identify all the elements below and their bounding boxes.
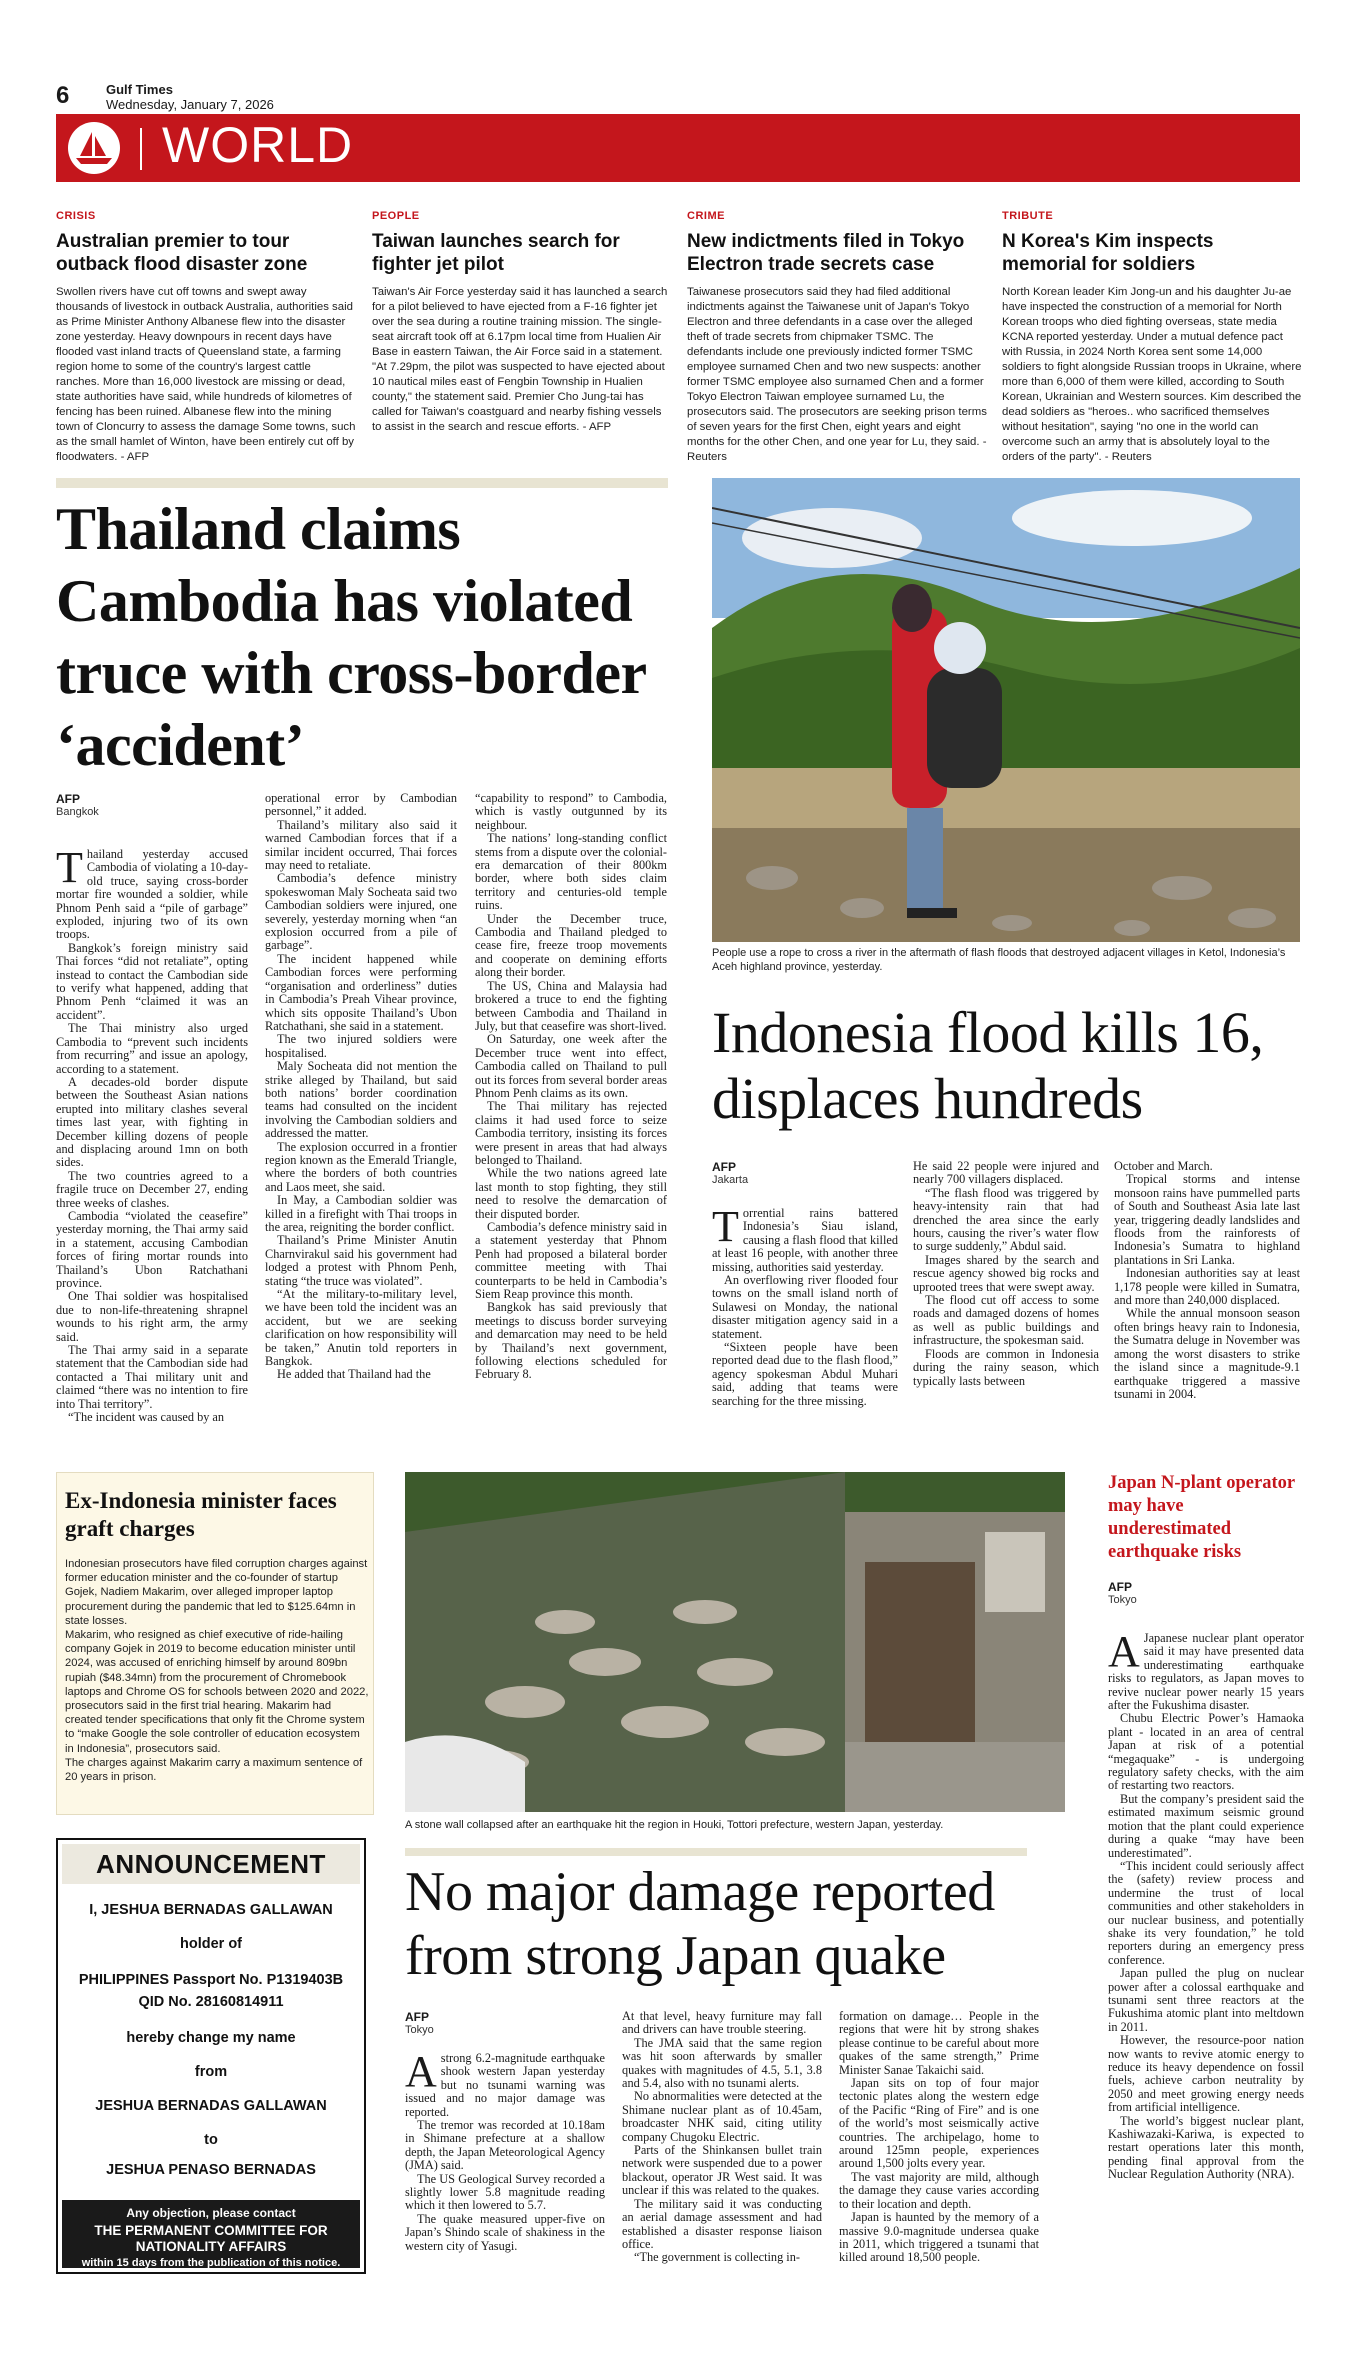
quake-column-2	[622, 2010, 822, 2265]
article-paragraph: Cambodia “violated the ceasefire” yesterday morning, the Thai army said in a statement, accusing Cambodian forces of firing mortar rounds into Thailand’s Ubon Ratchathani province.	[56, 1208, 248, 1290]
article-paragraph: The tremor was recorded at 10.18am in Shimane prefecture at a shallow depth, the Japan Meteorological Agency (JMA) said.	[405, 2118, 605, 2173]
announcement-line: I, JESHUA BERNADAS GALLAWAN	[89, 1902, 333, 1918]
flood-photo-caption: People use a rope to cross a river in the aftermath of flash floods that destroyed adjacent villages in Ketol, Indonesia’s Aceh highland province, yesterday.	[712, 947, 1286, 973]
article-paragraph: operational error by Cambodian personnel,” it added.	[265, 791, 457, 819]
brief-headline[interactable]: Taiwan launches search for fighter jet pilot	[372, 231, 620, 275]
brief-body: Swollen rivers have cut off towns and swept away thousands of livestock in outback Australia, authorities said as Prime Minister Anthony Albanese flew into the disaster zone yesterday. Heavy downpours in recent days have flooded vast inland tracts of Queensland state, a farming region home to some of the country's largest cattle ranches. More than 16,000 livestock are missing or dead, state authorities have said, while hundreds of kilometres of fencing has been ruined. Albanese flew into the mining town of Cloncurry to assess the damage Some towns, such as the small hamlet of Winton, have been entirely cut off by floodwaters. - AFP	[56, 286, 356, 463]
article-paragraph: Parts of the Shinkansen bullet train network were suspended due to a power blackout, operator JR West said. It was unclear if this was related to the quakes.	[622, 2143, 822, 2198]
article-paragraph: But the company’s president said the estimated maximum seismic ground motion that the plant could experience during a quake “may have been underestimated”.	[1108, 1791, 1304, 1860]
article-paragraph: The nations’ long-standing conflict stems from a dispute over the colonial-era demarcation of their 800km border, where both sides claim territory and centuries-old temple ruins.	[475, 831, 667, 913]
article-paragraph: The Thai ministry also urged Cambodia to “prevent such incidents from recurring” and issue an apology, according to a statement.	[56, 1021, 248, 1076]
quake-headline[interactable]: No major damage reported from strong Japan quake	[405, 1861, 995, 1987]
article-paragraph: One Thai soldier was hospitalised due to non-life-threatening shrapnel wounds to his right arm, the army said.	[56, 1289, 248, 1344]
byline-place: Bangkok	[56, 806, 99, 818]
graft-paragraph: Indonesian prosecutors have filed corruption charges against former education minister and the co-founder of startup Gojek, Nadiem Makarim, over alleged improper laptop procurement during the pandemic that led to $125.64mn in state losses.	[65, 1558, 368, 1627]
article-paragraph: Bangkok’s foreign ministry said Thai forces “did not retaliate”, opting instead to contact the Cambodian side to verify what happened, adding that Phnom Penh “claimed it was an accident”.	[56, 940, 248, 1022]
nuclear-headline[interactable]: Japan N-plant operator may have underestimated earthquake risks	[1108, 1473, 1295, 1562]
brief-kicker: PEOPLE	[372, 210, 420, 222]
article-paragraph: Thailand’s Prime Minister Anutin Charnvirakul said his government had lodged a protest with Phnom Penh, stating “the truce was violated”.	[265, 1233, 457, 1288]
article-paragraph: The JMA said that the same region was hit soon afterwards by smaller quakes with magnitudes of 4.5, 5.1, 3.8 and 5.4, also with no tsunami alerts.	[622, 2035, 822, 2091]
thailand-headline[interactable]: Thailand claims Cambodia has violated truce with cross-border ‘accident’	[56, 496, 646, 778]
page-number: 6	[56, 82, 70, 109]
article-paragraph: Japan sits on top of four major tectonic plates along the western edge of the Pacific “Ring of Fire” and is one of the world’s most seismically active countries. The archipelago, home to around 125mn people, experiences around 1,500 jolts every year.	[839, 2076, 1039, 2171]
article-paragraph: The quake measured upper-five on Japan’s Shindo scale of shakiness in the western city of Yasugi.	[405, 2211, 605, 2253]
paper-name: Gulf Times	[106, 82, 173, 97]
drop-cap: T	[56, 843, 83, 892]
article-paragraph: Japan is haunted by the memory of a massive 9.0-magnitude undersea quake in 2011, which triggered a tsunami that killed around 18,500 people.	[839, 2210, 1039, 2265]
article-paragraph: formation on damage… People in the regions that were hit by strong shakes please continue to be careful about more quakes of the same strength,” Prime Minister Sanae Takaichi said.	[839, 2009, 1039, 2077]
brief-kicker: CRISIS	[56, 210, 96, 222]
announcement-line: from	[194, 2064, 228, 2080]
article-paragraph: hailand yesterday accused Cambodia of violating a 10-day-old truce, saying cross-border mortar fire wounded a soldier, while Phnom Penh said a “pile of garbage” exploded, injuring two of its own troops.	[56, 847, 248, 942]
article-paragraph: strong 6.2-magnitude earthquake shook western Japan yesterday but no tsunami warning was issued and no major damage was reported.	[405, 2051, 605, 2119]
article-paragraph: Indonesian authorities say at least 1,178 people were killed in Sumatra, and more than 240,000 displaced.	[1114, 1266, 1300, 1308]
quake-column-3	[839, 2010, 1039, 2265]
byline-agency: AFP	[56, 792, 80, 806]
article-paragraph: “The government is collecting in-	[634, 2250, 800, 2265]
thailand-column-1	[56, 843, 248, 1425]
article-paragraph: Maly Socheata did not mention the strike alleged by Thailand, but said both nations’ border coordination teams had consulted on the incident involving the Cambodian soldiers and addressed the matter.	[265, 1059, 457, 1141]
quake-photo	[405, 1472, 1065, 1812]
article-paragraph: orrential rains battered Indonesia’s Siau island, causing a flash flood that killed at least 16 people, with another three missing, authorities said yesterday.	[712, 1206, 898, 1274]
article-paragraph: Bangkok has said previously that meetings to discuss border surveying and demarcation may need to be held by Thailand’s next government, following elections scheduled for February 8.	[475, 1300, 667, 1382]
article-paragraph: The military said it was conducting an aerial damage assessment and had established a disaster response liaison office.	[622, 2196, 822, 2251]
thailand-column-2	[265, 792, 457, 1382]
article-paragraph: The Thai army said in a separate statement that the Cambodian side had contacted a Thai military unit and claimed “there was no intention to fire into Thai territory”.	[56, 1343, 248, 1411]
article-paragraph: Images shared by the search and rescue agency showed big rocks and uprooted trees that were swept away.	[913, 1252, 1099, 1294]
article-paragraph: The Thai military has rejected claims it had used force to seize Cambodia territory, insisting its forces were present in areas that had always belonged to Thailand.	[475, 1099, 667, 1167]
nuclear-column	[1108, 1627, 1304, 2182]
indonesia-column-1	[712, 1202, 898, 1408]
quake-column-1	[405, 2047, 605, 2253]
announcement-footer	[62, 2200, 360, 2268]
article-paragraph: “This incident could seriously affect the (safety) review process and undermine the trust of local communities and other stakeholders in our nuclear business, and potentially shake its very foundation,” he told reporters during an emergency press conference.	[1108, 1858, 1304, 1967]
article-paragraph: While the annual monsoon season often brings heavy rain to Indonesia, the Sumatra deluge in November was among the worst disasters to strike the island since a magnitude-9.1 earthquake triggered a massive tsunami in 2004.	[1114, 1306, 1300, 1401]
brief-body: North Korean leader Kim Jong-un and his daughter Ju-ae have inspected the construction of a memorial for North Korean troops who died fighting overseas, state media KCNA reported yesterday. Under a mutual defence pact with Russia, in 2024 North Korea sent some 14,000 soldiers to fight alongside Russian troops in Ukraine, where more than 6,000 of them were killed, according to South Korean, Ukrainian and Western sources. Kim described the dead soldiers as "heroes.. who sacrificed themselves without hesitation", saying "no one in the world can overcome such an army that is absolutely loyal to the orders of the party". - Reuters	[1002, 286, 1302, 463]
brief-headline[interactable]: Australian premier to tour outback flood disaster zone	[56, 231, 308, 275]
graft-body	[65, 1557, 369, 1784]
announcement-title: ANNOUNCEMENT	[62, 1844, 360, 1884]
article-paragraph: “At the military-to-military level, we have been told the incident was an accident, but we are seeking clarification on how responsibility will be taken,” Anutin told reporters in Bangkok.	[265, 1287, 457, 1369]
article-paragraph: Chubu Electric Power’s Hamaoka plant - located in an area of central Japan at risk of a potential “megaquake” - is undergoing regulatory safety checks, with the aim of restarting two reactors.	[1108, 1711, 1304, 1793]
article-paragraph: In May, a Cambodian soldier was killed in a firefight with Thai troops in the area, reigniting the border conflict.	[265, 1193, 457, 1234]
article-paragraph: Cambodia’s defence ministry said in a statement yesterday that Phnom Penh had proposed a bilateral border committee meeting with Thai counterparts to be held in Cambodia’s Siem Reap province this month.	[475, 1220, 667, 1302]
indonesia-byline	[712, 1160, 748, 1186]
indonesia-column-2	[913, 1160, 1099, 1388]
indonesia-column-3	[1114, 1160, 1300, 1401]
brief-kicker: CRIME	[687, 210, 725, 222]
graft-headline[interactable]: Ex-Indonesia minister faces graft charges	[65, 1488, 337, 1541]
announcement-footer-line: within 15 days from the publication of this notice.	[81, 2257, 341, 2269]
brief-headline[interactable]: New indictments filed in Tokyo Electron trade secrets case	[687, 231, 965, 275]
brief-taiwan	[372, 210, 672, 435]
article-paragraph: An overflowing river flooded four towns on the small island north of Sulawesi on Monday, the national disaster mitigation agency said in a statement.	[712, 1273, 898, 1341]
announcement-box	[56, 1838, 366, 2274]
byline-agency: AFP	[712, 1160, 736, 1174]
section-rule	[56, 478, 668, 488]
article-paragraph: No abnormalities were detected at the Shimane nuclear plant as of 10.45am, broadcaster NHK said, citing utility company Chugoku Electric.	[622, 2089, 822, 2144]
graft-paragraph: The charges against Makarim carry a maximum sentence of 20 years in prison.	[65, 1756, 363, 1784]
brief-kicker: TRIBUTE	[1002, 210, 1054, 222]
article-paragraph: The two countries agreed to a fragile truce on December 27, ending three weeks of clashes.	[56, 1168, 248, 1210]
article-paragraph: Cambodia’s defence ministry spokeswoman Maly Socheata said two Cambodian soldiers were injured, one severely, yesterday morning when “an explosion occurred from a pile of garbage”.	[265, 871, 457, 953]
article-paragraph: Japanese nuclear plant operator said it may have presented data underestimating earthquake risks to regulators, as Japan moves to revive nuclear power nearly 15 years after the Fukushima disaster.	[1108, 1631, 1304, 1713]
article-paragraph: “The flash flood was triggered by heavy-intensity rain that had drenched the area since the early hours, causing the river’s water flow to surge suddenly,” Abdul said.	[913, 1185, 1099, 1254]
banner-divider	[140, 128, 142, 170]
announcement-line: hereby change my name	[126, 2030, 296, 2046]
brief-australia	[56, 210, 356, 465]
thailand-byline	[56, 792, 99, 818]
quake-photo-caption: A stone wall collapsed after an earthquake hit the region in Houki, Tottori prefecture, western Japan, yesterday.	[405, 1819, 944, 1831]
drop-cap: T	[712, 1202, 739, 1251]
brief-tokyo-electron	[687, 210, 987, 465]
announcement-line: QID No. 28160814911	[138, 1994, 284, 2010]
announcement-line: PHILIPPINES Passport No. P1319403B	[78, 1972, 344, 1988]
announcement-committee: THE PERMANENT COMMITTEE FOR NATIONALITY AFFAIRS	[94, 2223, 328, 2254]
brief-body: Taiwan's Air Force yesterday said it has launched a search for a pilot believed to have ejected from a F-16 fighter jet over the sea during a routine training mission. The single-seat aircraft took off at 6.17pm local time from Hualien Air Base in eastern Taiwan, the Air Force said in a statement. "At 7.29pm, the pilot was suspected to have ejected about 10 nautical miles east of Fengbin Township in Hualien county," the statement said. Premier Cho Jung-tai has called for Taiwan's coastguard and nearby fishing vessels to assist in the search and rescue efforts. - AFP	[372, 286, 668, 433]
article-paragraph: He said 22 people were injured and nearly 700 villagers displaced.	[913, 1159, 1099, 1187]
section-title: WORLD	[162, 117, 354, 173]
article-paragraph: The explosion occurred in a frontier region known as the Emerald Triangle, where the borders of both countries and Laos meet, she said.	[265, 1139, 457, 1194]
brief-north-korea	[1002, 210, 1302, 465]
announcement-line: to	[204, 2132, 218, 2148]
thailand-column-3	[475, 792, 667, 1382]
article-paragraph: “capability to respond” to Cambodia, which is vastly outgunned by its neighbour.	[475, 791, 667, 832]
article-paragraph: While the two nations agreed late last month to stop fighting, they still need to resolve the demarcation of their disputed border.	[475, 1166, 667, 1221]
announcement-line: holder of	[179, 1936, 243, 1952]
dhow-boat-icon	[68, 122, 120, 174]
byline-place: Tokyo	[1108, 1594, 1137, 1606]
brief-body: Taiwanese prosecutors said they had filed additional indictments against the Taiwanese unit of Japan's Tokyo Electron and three defendants in a case over the alleged theft of trade secrets from chipmaker TSMC. The defendants include one previously indicted former TSMC employee surnamed Chen and two new suspects: another former TSMC employee also surnamed Chen and a former Tokyo Electron Taiwan employee surnamed Lu, the prosecutors said. The prosecutors are seeking prison terms of seven years for the first Chen, eight years and eight months for the other Chen, and one year for Lu, they said. - Reuters	[687, 286, 987, 463]
article-paragraph: Thailand’s military also said it warned Cambodian forces that if a similar incident occurred, Thai forces may need to retaliate.	[265, 817, 457, 873]
graft-sidebar	[56, 1472, 374, 1815]
section-rule	[405, 1848, 1027, 1856]
article-paragraph: The incident happened while Cambodian forces were performing “organisation and orderliness” duties in Cambodia’s Preah Vihear province, which sits opposite Thailand’s Ubon Ratchathani, she said in a statement.	[265, 951, 457, 1033]
announcement-footer-line: Any objection, please contact	[126, 2206, 296, 2220]
article-paragraph: The two injured soldiers were hospitalised.	[265, 1032, 457, 1060]
issue-date: Wednesday, January 7, 2026	[106, 97, 274, 112]
indonesia-headline[interactable]: Indonesia flood kills 16, displaces hundreds	[712, 1000, 1264, 1131]
byline-place: Jakarta	[712, 1174, 749, 1186]
article-paragraph: October and March.	[1114, 1159, 1213, 1173]
byline-place: Tokyo	[405, 2024, 434, 2036]
article-paragraph: However, the resource-poor nation now wants to revive atomic energy to reduce its heavy dependence on fossil fuels, achieve carbon neutrality by 2050 and meet growing energy needs from artificial intelligence.	[1108, 2033, 1304, 2115]
byline-agency: AFP	[1108, 1580, 1132, 1594]
announcement-line: JESHUA BERNADAS GALLAWAN	[95, 2098, 327, 2114]
quake-byline	[405, 2010, 434, 2036]
brief-headline[interactable]: N Korea's Kim inspects memorial for soldiers	[1002, 231, 1214, 275]
nuclear-byline	[1108, 1580, 1137, 1606]
drop-cap: A	[405, 2047, 437, 2096]
graft-paragraph: Makarim, who resigned as chief executive of ride-hailing company Gojek in 2019 to become education minister until 2024, was accused of enriching himself by around 809bn rupiah ($48.34mn) from the procurement of Chromebook laptops and Chrome OS for schools between 2020 and 2022, prosecutors said in the first trial hearing. Makarim had created tender specifications that only fit the Chrome system to “make Google the sole controller of education ecosystem in Indonesia”, prosecutors said.	[65, 1629, 369, 1755]
article-paragraph: The US Geological Survey recorded a slightly lower 5.8 magnitude reading which it then lowered to 5.7.	[405, 2171, 605, 2213]
article-paragraph: Under the December truce, Cambodia and Thailand pledged to cease fire, freeze troop movements and cooperate on demining efforts along their border.	[475, 911, 667, 980]
article-paragraph: A decades-old border dispute between the Southeast Asian nations erupted into military clashes several times last year, with fighting in December killing dozens of people and displacing around 1mn on both sides.	[56, 1074, 248, 1170]
article-paragraph: “Sixteen people have been reported dead due to the flash flood,” agency spokesman Abdul Muhari said, adding that teams were searching for the three missing.	[712, 1340, 898, 1408]
article-paragraph: “The incident was caused by an	[68, 1410, 225, 1425]
article-paragraph: The US, China and Malaysia had brokered a truce to end the fighting between Cambodia and Thailand in July, but that ceasefire was short-lived.	[475, 978, 667, 1033]
announcement-line: JESHUA PENASO BERNADAS	[106, 2162, 316, 2178]
article-paragraph: On Saturday, one week after the December truce went into effect, Cambodia called on Thailand to pull out its forces from several border areas Phnom Penh claims as its own.	[475, 1032, 667, 1100]
drop-cap: A	[1108, 1627, 1140, 1676]
article-paragraph: Floods are common in Indonesia during the rainy season, which typically lasts between	[913, 1346, 1099, 1388]
article-paragraph: Tropical storms and intense monsoon rains have pummelled parts of South and Southeast Asia late last year, triggering deadly landslides and floods from the rainforests of Indonesia’s Sumatra to highland plantations in Sri Lanka.	[1114, 1172, 1300, 1267]
byline-agency: AFP	[405, 2010, 429, 2024]
article-paragraph: The world’s biggest nuclear plant, Kashiwazaki-Kariwa, is expected to restart operations later this month, pending final approval from the Nuclear Regulation Authority (NRA).	[1108, 2113, 1304, 2182]
article-paragraph: He added that Thailand had the	[277, 1367, 431, 1382]
flood-photo	[712, 478, 1300, 942]
article-paragraph: Japan pulled the plug on nuclear power after a colossal earthquake and tsunami sent three reactors at the Fukushima atomic plant into meltdown in 2011.	[1108, 1966, 1304, 2034]
article-paragraph: The flood cut off access to some roads and damaged dozens of homes as well as public buildings and infrastructure, the spokesman said.	[913, 1293, 1099, 1348]
article-paragraph: The vast majority are mild, although the damage they cause varies according to their location and depth.	[839, 2169, 1039, 2211]
article-paragraph: At that level, heavy furniture may fall and drivers can have trouble steering.	[622, 2009, 822, 2037]
